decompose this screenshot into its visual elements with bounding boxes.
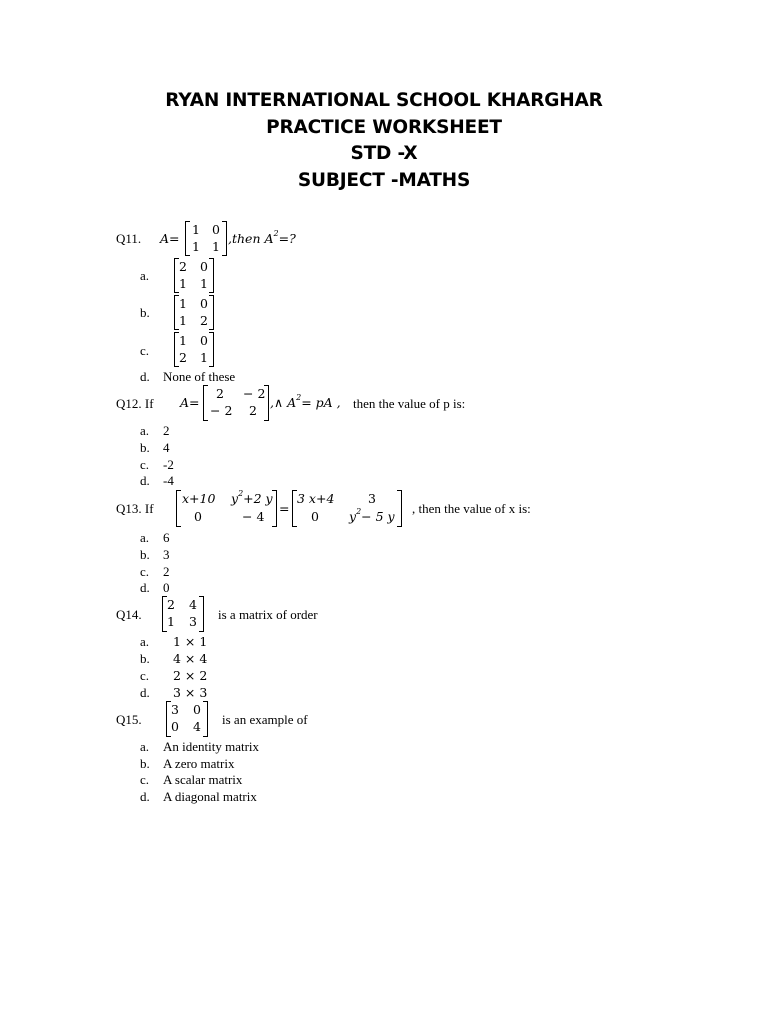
option-a-matrix [174, 258, 214, 293]
question-matrix [203, 385, 269, 421]
option-text: 4 [163, 440, 170, 455]
equation-rhs [228, 231, 296, 247]
option-letter: c. [140, 772, 150, 787]
equals-pa: = pA , [301, 395, 341, 410]
option-letter: a. [140, 423, 150, 438]
matrix-cell: 3 x+4 [297, 491, 335, 506]
question-label: Q15. [116, 712, 142, 727]
question-label: Q11. [116, 231, 142, 246]
exponent: 2 [238, 489, 244, 498]
exponent: 2 [296, 393, 302, 402]
option-letter: c. [140, 668, 150, 683]
worksheet-header [0, 88, 768, 194]
question-tail: , then the value of x is: [412, 501, 531, 516]
option-text: 3 × 3 [173, 685, 208, 700]
option-letter: a. [140, 634, 150, 649]
matrix-cell: 2 [179, 259, 187, 274]
left-matrix [176, 490, 277, 527]
school-name: RYAN INTERNATIONAL SCHOOL KHARGHAR [165, 90, 603, 111]
matrix-cell: 2 [216, 386, 224, 401]
option-c-matrix [174, 332, 214, 367]
matrix-cell: 2 [179, 350, 187, 365]
matrix-cell: 0 [200, 333, 208, 348]
question-label: Q12. If [116, 396, 154, 411]
then-text: ,then A [228, 231, 274, 246]
matrix-cell: − 4 [242, 509, 265, 524]
question-matrix [162, 596, 204, 632]
matrix-cell: y [349, 509, 357, 524]
exponent: 2 [356, 507, 362, 516]
option-letter: d. [140, 473, 150, 488]
question-label: Q13. If [116, 501, 154, 516]
matrix-cell: 0 [212, 222, 220, 237]
option-letter: c. [140, 457, 150, 472]
matrix-cell: 1 [179, 276, 187, 291]
question-matrix [185, 221, 227, 256]
option-text: A scalar matrix [163, 772, 243, 787]
option-letter: d. [140, 789, 150, 804]
option-b-matrix [174, 295, 214, 330]
option-letter: b. [140, 756, 150, 771]
matrix-cell: 1 [200, 276, 208, 291]
matrix-cell: 1 [192, 222, 200, 237]
question-tail: is an example of [222, 712, 308, 727]
option-text: A zero matrix [163, 756, 235, 771]
matrix-cell: 4 [189, 597, 197, 612]
matrix-cell: 1 [200, 350, 208, 365]
option-text: 2 [163, 423, 170, 438]
equals-question: =? [278, 231, 296, 246]
option-letter: d. [140, 580, 150, 595]
option-text: 2 × 2 [173, 668, 208, 683]
matrix-cell: − 5 y [361, 509, 395, 524]
option-letter: c. [140, 343, 150, 358]
matrix-cell: 0 [200, 259, 208, 274]
matrix-cell: +2 y [243, 491, 273, 506]
question-tail: is a matrix of order [218, 607, 318, 622]
matrix-cell: 1 [192, 239, 200, 254]
matrix-cell: 0 [200, 296, 208, 311]
option-letter: a. [140, 530, 150, 545]
equation-lhs: A= [180, 395, 200, 410]
option-letter: c. [140, 564, 150, 579]
option-letter: b. [140, 440, 150, 455]
matrix-cell: 1 [179, 296, 187, 311]
option-text: A diagonal matrix [163, 789, 257, 804]
option-letter: a. [140, 739, 150, 754]
standard-label: STD -X [350, 143, 418, 164]
matrix-cell: 3 [171, 702, 179, 717]
matrix-cell: 2 [249, 403, 257, 418]
option-letter: d. [140, 685, 150, 700]
matrix-cell: − 2 [210, 403, 233, 418]
matrix-cell: y [231, 491, 239, 506]
matrix-cell: 0 [311, 509, 319, 524]
worksheet-title: PRACTICE WORKSHEET [266, 116, 502, 138]
right-matrix [292, 490, 402, 527]
option-letter: d. [140, 369, 150, 384]
matrix-cell: 2 [200, 313, 208, 328]
option-letter: a. [140, 268, 150, 283]
option-letter: b. [140, 305, 150, 320]
option-text: 3 [163, 547, 170, 562]
matrix-cell: 1 [167, 614, 175, 629]
matrix-cell: 0 [171, 719, 179, 734]
exponent: 2 [273, 229, 279, 238]
option-text: 6 [163, 530, 170, 545]
matrix-cell: 1 [179, 333, 187, 348]
option-text: 4 × 4 [173, 651, 208, 666]
option-text: -4 [163, 473, 174, 488]
equation-rhs [270, 395, 341, 411]
option-text: An identity matrix [163, 739, 260, 754]
matrix-cell: 0 [194, 509, 202, 524]
matrix-cell: 3 [189, 614, 197, 629]
option-text: 2 [163, 564, 170, 579]
and-text: ,∧ A [270, 395, 297, 410]
option-text: 0 [163, 580, 170, 595]
option-text: None of these [163, 369, 236, 384]
equals-sign: = [279, 501, 290, 516]
subject-label: SUBJECT -MATHS [297, 169, 471, 191]
option-text: -2 [163, 457, 174, 472]
matrix-cell: 2 [167, 597, 175, 612]
matrix-cell: − 2 [243, 386, 266, 401]
option-letter: b. [140, 547, 150, 562]
matrix-cell: 1 [212, 239, 220, 254]
matrix-cell: x+10 [182, 491, 216, 506]
matrix-cell: 1 [179, 313, 187, 328]
matrix-cell: 3 [368, 491, 376, 506]
option-letter: b. [140, 651, 150, 666]
question-tail: then the value of p is: [353, 396, 466, 411]
equation-lhs: A= [160, 231, 180, 246]
matrix-cell: 4 [193, 719, 201, 734]
question-label: Q14. [116, 607, 142, 622]
question-matrix [166, 701, 208, 737]
option-text: 1 × 1 [173, 634, 208, 649]
matrix-cell: 0 [193, 702, 201, 717]
